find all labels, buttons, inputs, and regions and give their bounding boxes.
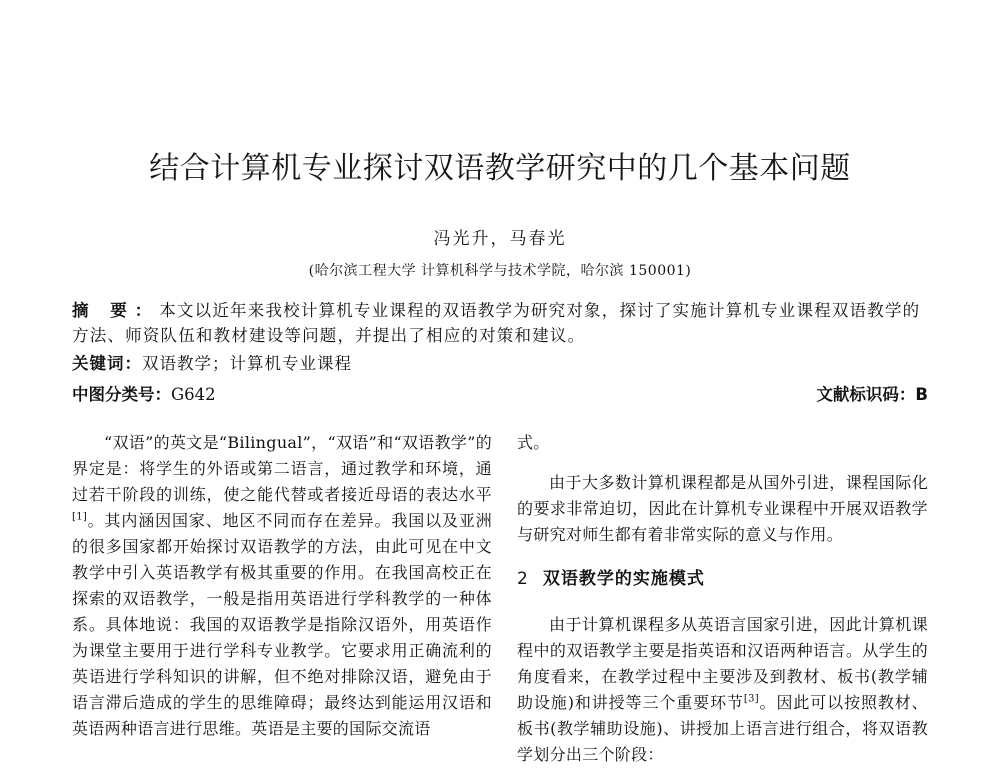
paragraph-intro <box>72 430 492 742</box>
section-number: 2 <box>517 569 529 589</box>
section-title: 双语教学的实施模式 <box>542 569 705 589</box>
paragraph-text: “双语”的英文是“Bilingual”，“双语”和“双语教学”的界定是：将学生的外语或第二语言，通过教学和环境，通过若干阶段的训练，使之能代替或者接近母语的表达水平 <box>72 433 492 504</box>
left-column <box>72 430 492 742</box>
paragraph-modes <box>517 612 928 768</box>
classification <box>72 381 216 405</box>
abstract-label: 摘 要： <box>72 301 160 320</box>
paper-title: 结合计算机专业探讨双语教学研究中的几个基本问题 <box>149 151 851 186</box>
keywords <box>72 350 352 374</box>
paragraph-background: 由于大多数计算机课程都是从国外引进，课程国际化的要求非常迫切，因此在计算机专业课程中开展双语教学与研究对师生都有着非常实际的意义与作用。 <box>517 473 928 544</box>
paragraph-text: 。因此可以按照教材、板书(教学辅助设施)、讲授加上语言进行组合，将双语教学划分出三个阶段： <box>517 693 928 764</box>
classification-value: G642 <box>171 385 216 404</box>
keywords-label: 关键词： <box>72 354 142 373</box>
affiliation: (哈尔滨工程大学 计算机科学与技术学院，哈尔滨 150001) <box>308 263 692 279</box>
keywords-text: 双语教学；计算机专业课程 <box>142 354 352 373</box>
classification-label: 中图分类号： <box>72 385 171 404</box>
section-heading <box>517 566 928 592</box>
paragraph-text: 。其内涵因国家、地区不同而存在差异。我国以及亚洲的很多国家都开始探讨双语教学的方法，由此可见在中文教学中引入英语教学有极其重要的作用。在我国高校正在探索的双语教学，一般是指用英语进行学科教学的一种体系。具体地说：我国的双语教学是指除汉语外，用英语作为课堂主要用于进行学科专业教学。它要求用正确流利的英语进行学科知识的讲解，但不绝对排除汉语，避免由于语言滞后造成的学生的思维障碍；最终达到能运用汉语和英语两种语言进行思维。英语是主要的国际交流语 <box>72 511 492 738</box>
reference-marker: [3] <box>743 693 759 705</box>
document-code <box>816 381 928 405</box>
reference-marker: [1] <box>72 511 88 523</box>
document-code-label: 文献标识码： <box>816 385 916 404</box>
document-code-value: B <box>915 385 928 404</box>
paragraph-text: 由于计算机课程多从英语言国家引进，因此计算机课程中的双语教学主要是指英语和汉语两种语言。从学生的角度看来，在教学过程中主要涉及到教材、板书(教学辅助设施)和讲授等三个重要环节 <box>517 615 928 712</box>
paragraph-continuation: 式。 <box>517 433 550 452</box>
authors: 冯光升，马春光 <box>433 229 567 249</box>
abstract <box>72 298 928 348</box>
abstract-text: 本文以近年来我校计算机专业课程的双语教学为研究对象，探讨了实施计算机专业课程双语教学的方法、师资队伍和教材建设等问题，并提出了相应的对策和建议。 <box>72 301 921 345</box>
right-column <box>517 430 928 768</box>
